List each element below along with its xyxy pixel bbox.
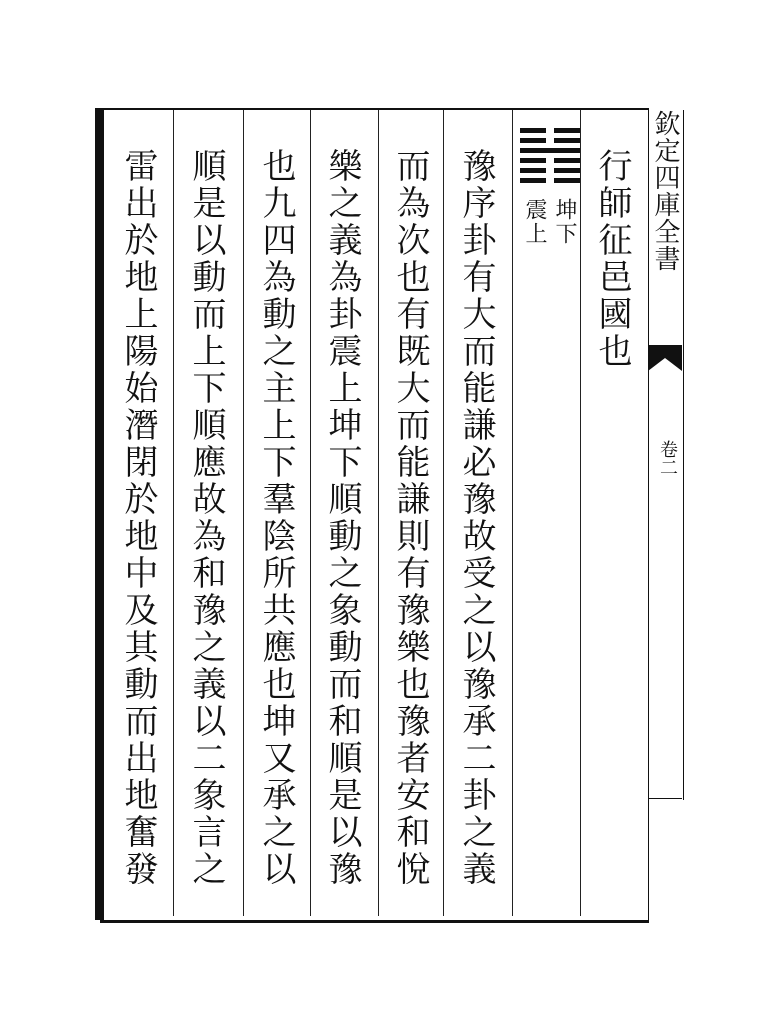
column-rule (243, 110, 244, 916)
column-rule (580, 110, 581, 916)
text-column-4: 樂之義為卦震上坤下順動之象動而和順是以豫 (322, 148, 362, 888)
text-column-5: 也九四為動之主上下羣陰所共應也坤又承之以 (256, 148, 296, 888)
trigram-upper-label: 震上 (522, 198, 547, 246)
column-rule (512, 110, 513, 916)
page-frame-left-border (95, 108, 104, 920)
text-column-7: 雷出於地上陽始潛閉於地中及其動而出地奮發 (118, 148, 158, 888)
hexagram-icon (520, 128, 580, 188)
column-rule (378, 110, 379, 916)
trigram-lower-label: 坤下 (552, 198, 577, 246)
text-column-6: 順是以動而上下順應故為和豫之義以二象言之 (186, 148, 226, 888)
column-rule (443, 110, 444, 916)
text-column-2: 豫序卦有大而能謙必豫故受之以豫承二卦之義 (456, 148, 496, 888)
text-column-3: 而為次也有既大而能謙則有豫樂也豫者安和悅 (390, 148, 430, 888)
text-column-1: 行師征邑國也 (592, 148, 632, 370)
fore-edge-bottom-rule (648, 798, 682, 799)
column-rule (310, 110, 311, 916)
juan-label: 卷二 (657, 440, 678, 476)
column-rule (173, 110, 174, 916)
book-title: 欽定四庫全書 (650, 110, 680, 272)
